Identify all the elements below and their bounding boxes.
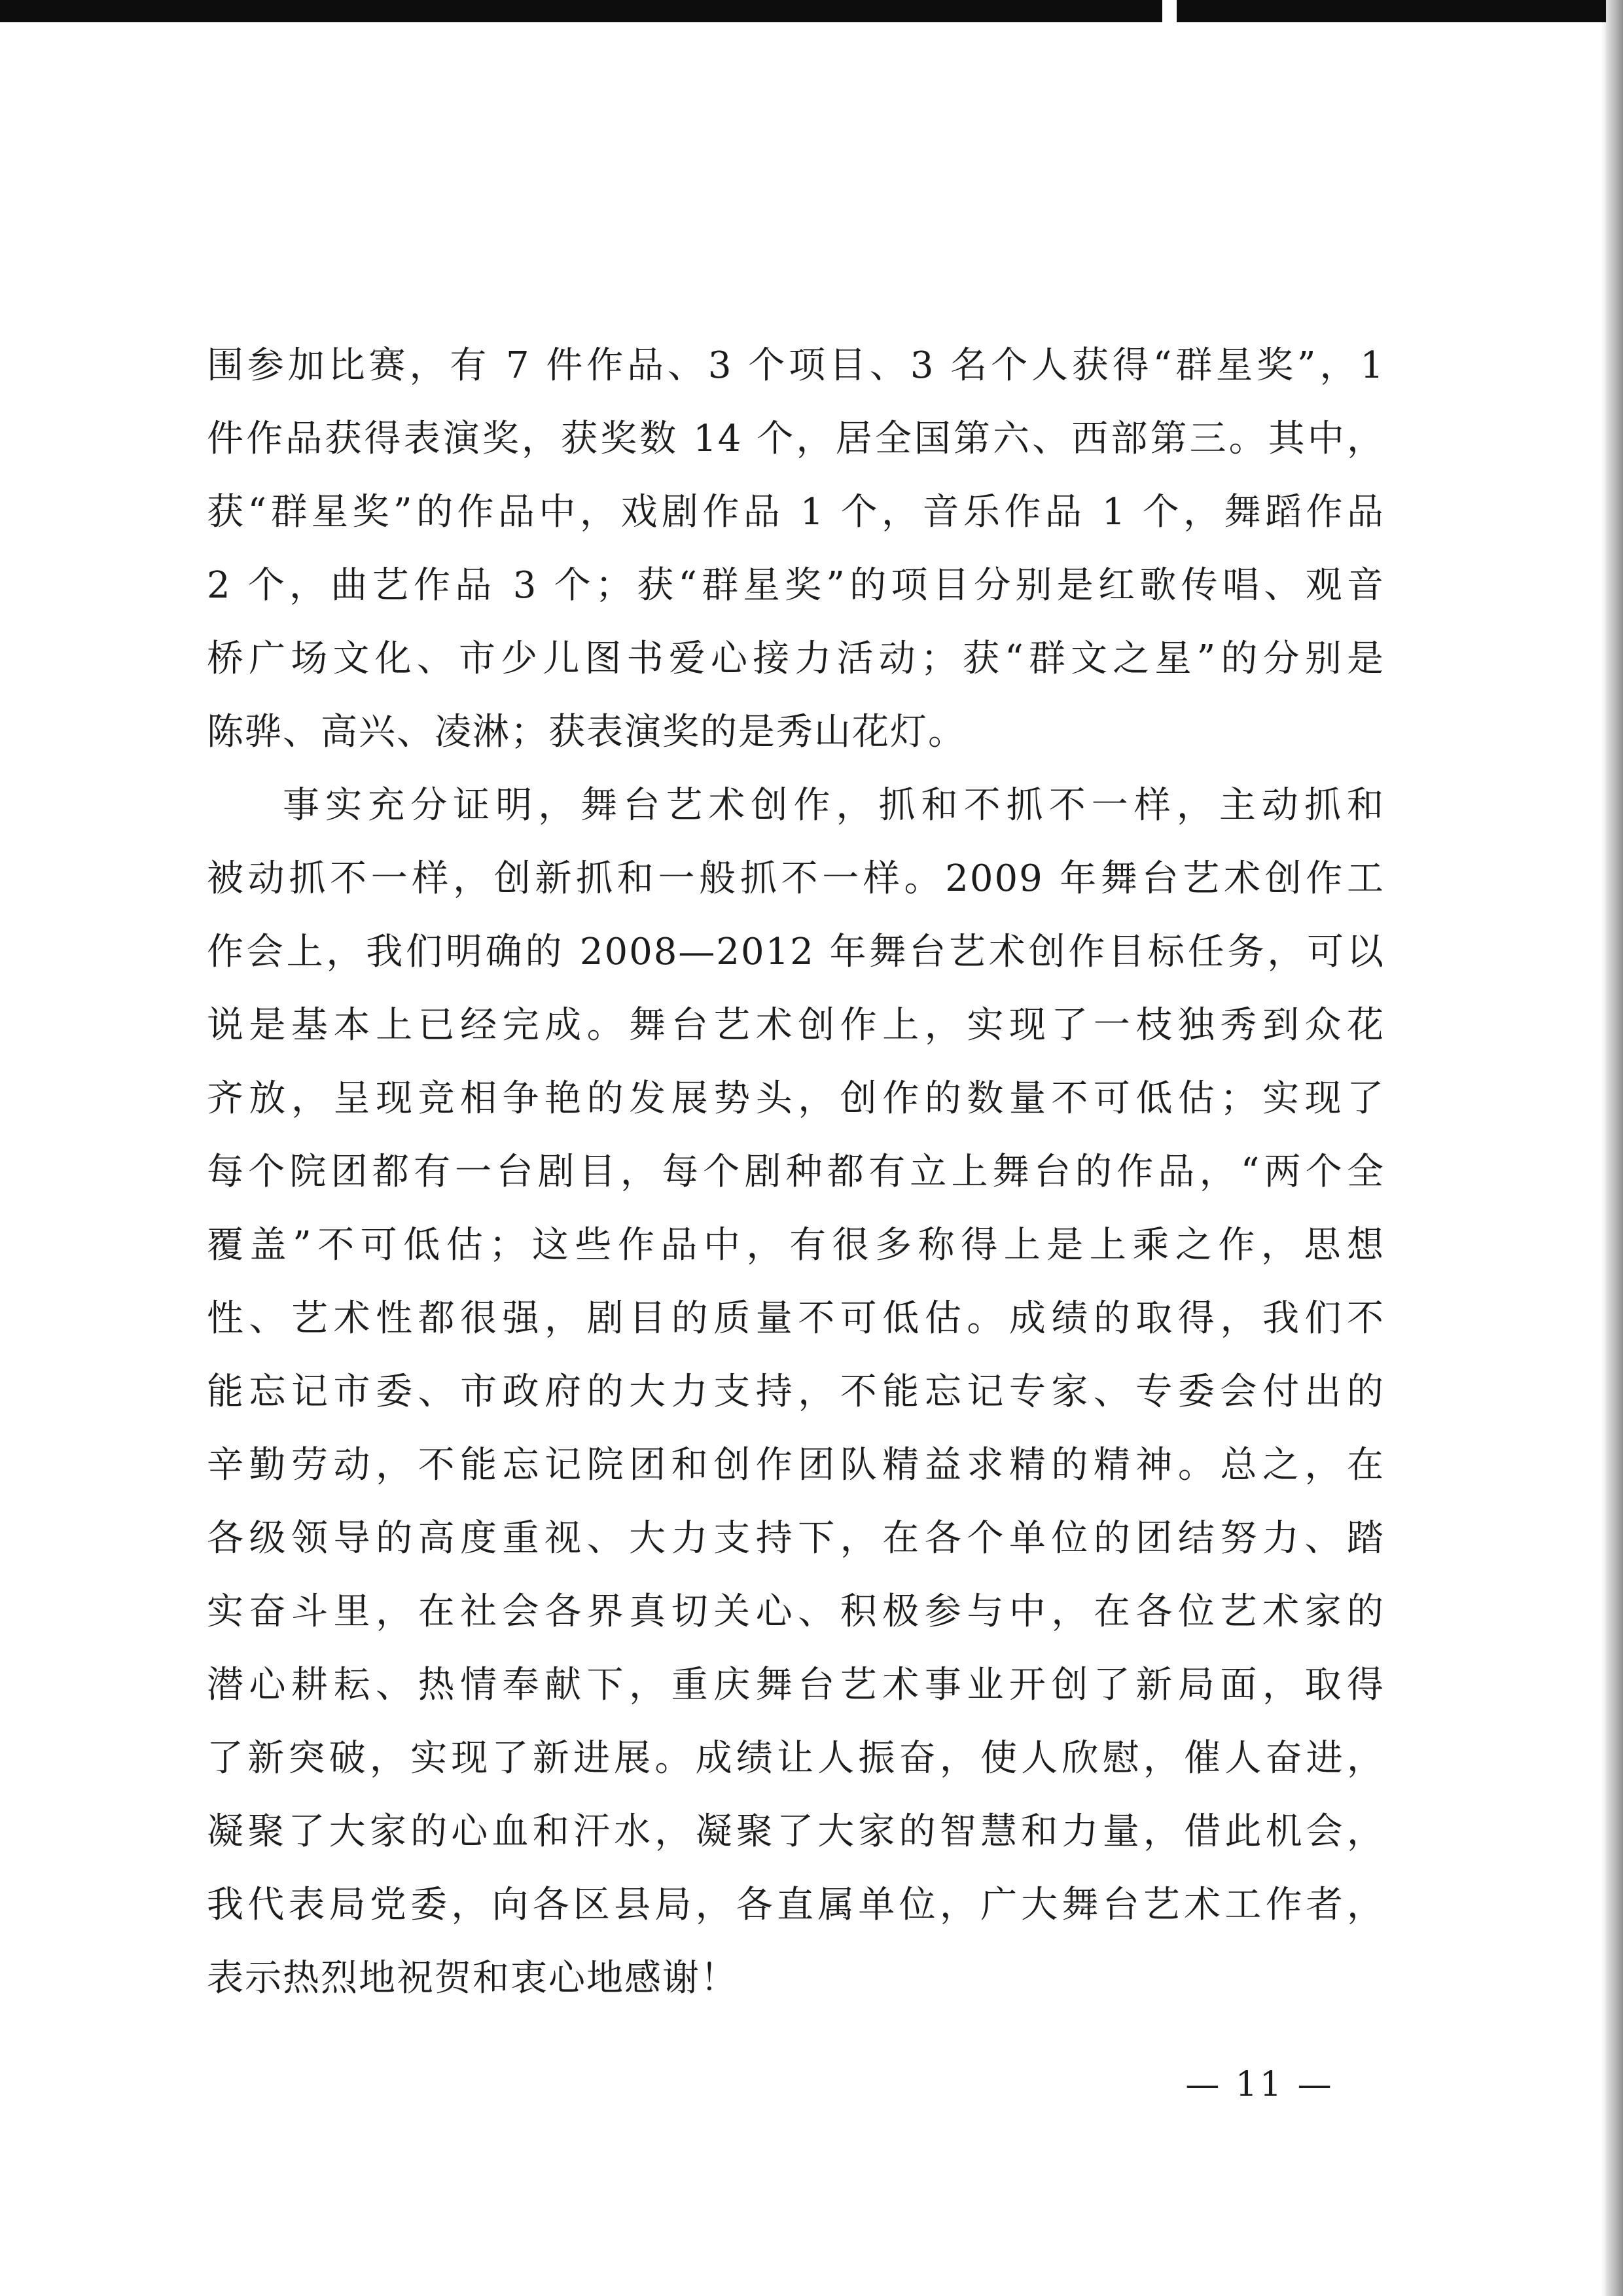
text-line: 围参加比赛，有 7 件作品、3 个项目、3 名个人获得“群星奖”，1: [207, 344, 1385, 387]
text-line: 每个院团都有一台剧目，每个剧种都有立上舞台的作品，“两个全: [207, 1151, 1385, 1193]
text-line: 覆盖”不可低估；这些作品中，有很多称得上是上乘之作，思想: [207, 1224, 1385, 1266]
text-line: 陈骅、高兴、凌淋；获表演奖的是秀山花灯。: [207, 711, 966, 753]
text-line: 辛勤劳动，不能忘记院团和创作团队精益求精的精神。总之，在: [207, 1444, 1385, 1486]
text-line: 桥广场文化、市少儿图书爱心接力活动；获“群文之星”的分别是: [207, 637, 1385, 680]
scan-right-edge: [1606, 0, 1623, 2296]
text-line: 能忘记市委、市政府的大力支持，不能忘记专家、专委会付出的: [207, 1371, 1385, 1413]
text-line: 获“群星奖”的作品中，戏剧作品 1 个，音乐作品 1 个，舞蹈作品: [207, 491, 1385, 533]
text-line: 性、艺术性都很强，剧目的质量不可低估。成绩的取得，我们不: [207, 1297, 1385, 1340]
text-line: 说是基本上已经完成。舞台艺术创作上，实现了一枝独秀到众花: [207, 1004, 1385, 1047]
paragraph-1: [207, 329, 1385, 769]
scan-right-shadow: [1601, 0, 1606, 2296]
scan-top-border: [0, 0, 1623, 22]
page-number: — 11 —: [1185, 2065, 1334, 2104]
text-line: 潜心耕耘、热情奉献下，重庆舞台艺术事业开创了新局面，取得: [207, 1664, 1385, 1706]
text-line: 齐放，呈现竞相争艳的发展势头，创作的数量不可低估；实现了: [207, 1077, 1385, 1120]
body-text: [207, 329, 1385, 2015]
text-line: 凝聚了大家的心血和汗水，凝聚了大家的智慧和力量，借此机会，: [207, 1810, 1385, 1853]
text-line: 各级领导的高度重视、大力支持下，在各个单位的团结努力、踏: [207, 1517, 1385, 1560]
text-line: 2 个，曲艺作品 3 个；获“群星奖”的项目分别是红歌传唱、观音: [207, 564, 1385, 607]
text-line: 件作品获得表演奖，获奖数 14 个，居全国第六、西部第三。其中，: [207, 418, 1385, 460]
text-line: 实奋斗里，在社会各界真切关心、积极参与中，在各位艺术家的: [207, 1590, 1385, 1633]
scan-top-gap: [1162, 0, 1177, 22]
text-line: 我代表局党委，向各区县局，各直属单位，广大舞台艺术工作者，: [207, 1884, 1385, 1926]
text-line: 了新突破，实现了新进展。成绩让人振奋，使人欣慰，催人奋进，: [207, 1737, 1385, 1780]
text-line: 作会上，我们明确的 2008—2012 年舞台艺术创作目标任务，可以: [207, 931, 1385, 973]
text-line: 被动抓不一样，创新抓和一般抓不一样。2009 年舞台艺术创作工: [207, 857, 1385, 900]
text-line-indented: 事实充分证明，舞台艺术创作，抓和不抓不一样，主动抓和: [283, 784, 1385, 827]
text-line: 表示热烈地祝贺和衷心地感谢！: [207, 1957, 738, 2000]
paragraph-2: [207, 769, 1385, 2015]
